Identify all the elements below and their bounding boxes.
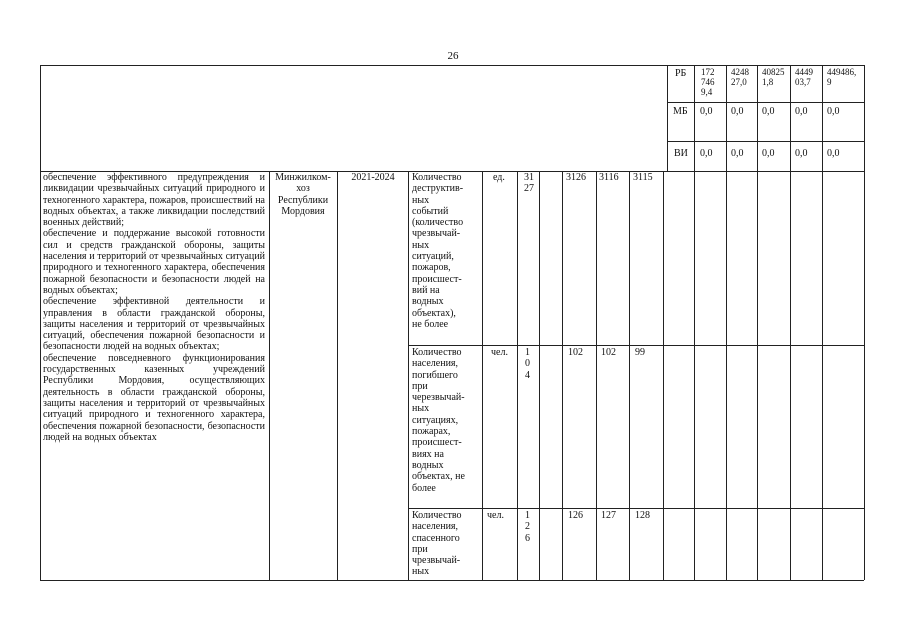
col-line-source-top bbox=[667, 65, 668, 171]
row-separator-rb bbox=[667, 102, 864, 103]
indicator-3-unit: чел. bbox=[487, 510, 504, 521]
col-line-2022-top bbox=[726, 65, 727, 171]
mb-value-2022: 0,0 bbox=[731, 106, 744, 117]
col-line-period bbox=[337, 171, 338, 580]
mb-value-2023: 0,0 bbox=[762, 106, 775, 117]
mb-value-2024: 0,0 bbox=[795, 106, 808, 117]
col-line-indicator bbox=[408, 171, 409, 580]
table-bottom-border bbox=[40, 580, 864, 581]
col-line-2023-top bbox=[757, 65, 758, 171]
page-number: 26 bbox=[447, 50, 459, 62]
indicator-3-value-3: 128 bbox=[635, 510, 650, 521]
col-line-f3 bbox=[757, 171, 758, 580]
col-line-unit bbox=[482, 171, 483, 580]
col-line-base2 bbox=[539, 171, 540, 580]
col-line-total-top bbox=[822, 65, 823, 171]
rb-value-total: 449486, 9 bbox=[827, 67, 857, 87]
col-line-f2 bbox=[726, 171, 727, 580]
table-top-border bbox=[40, 65, 864, 66]
col-line-v2 bbox=[596, 171, 597, 580]
mb-value-2021: 0,0 bbox=[700, 106, 713, 117]
indicator-2-value-1: 102 bbox=[568, 347, 583, 358]
col-line-f5 bbox=[822, 171, 823, 580]
mb-value-total: 0,0 bbox=[827, 106, 840, 117]
indicator-3-name: Количество населения, спасенного при чрезвычай- ных bbox=[412, 510, 462, 578]
col-line-base bbox=[517, 171, 518, 580]
row-separator-mb bbox=[667, 141, 864, 142]
indicator-2-value-3: 99 bbox=[635, 347, 645, 358]
col-line-f4 bbox=[790, 171, 791, 580]
rb-value-2021: 172 746 9,4 bbox=[701, 67, 715, 97]
rb-value-2022: 4248 27,0 bbox=[731, 67, 749, 87]
indicator-2-value-2: 102 bbox=[601, 347, 616, 358]
col-line-f1 bbox=[694, 171, 695, 580]
col-line-2021-top bbox=[694, 65, 695, 171]
indicator-2-unit: чел. bbox=[491, 347, 508, 358]
vi-value-2023: 0,0 bbox=[762, 148, 775, 159]
col-line-v4 bbox=[663, 171, 664, 580]
table-left-border bbox=[40, 65, 41, 580]
indicator-1-unit: ед. bbox=[493, 172, 505, 183]
source-vi: ВИ bbox=[674, 148, 688, 159]
indicator-1-base: 31 27 bbox=[524, 172, 534, 195]
rb-value-2023: 40825 1,8 bbox=[762, 67, 785, 87]
row-separator-ind1 bbox=[408, 345, 864, 346]
table-right-border bbox=[864, 65, 865, 580]
indicator-1-value-1: 3126 bbox=[566, 172, 586, 183]
vi-value-2022: 0,0 bbox=[731, 148, 744, 159]
source-rb: РБ bbox=[675, 68, 687, 79]
indicator-2-name: Количество населения, погибшего при черезвычай- ных ситуациях, пожарах, происшест- виях на водных объектах, не более bbox=[412, 347, 465, 494]
indicator-3-base: 1 2 6 bbox=[525, 510, 530, 544]
col-line-2024-top bbox=[790, 65, 791, 171]
indicator-1-name: Количество деструктив- ных событий (количество чрезвычай- ных ситуаций, пожаров, происшест- вий на водных объектах), не более bbox=[412, 172, 464, 330]
indicator-3-value-1: 126 bbox=[568, 510, 583, 521]
col-line-v3 bbox=[629, 171, 630, 580]
vi-value-2021: 0,0 bbox=[700, 148, 713, 159]
col-line-executor bbox=[269, 171, 270, 580]
vi-value-2024: 0,0 bbox=[795, 148, 808, 159]
indicator-2-base: 1 0 4 bbox=[525, 347, 530, 381]
vi-value-total: 0,0 bbox=[827, 148, 840, 159]
indicator-1-value-3: 3115 bbox=[633, 172, 653, 183]
rb-value-2024: 4449 03,7 bbox=[795, 67, 813, 87]
tasks-text: обеспечение эффективного предупреждения и ликвидации чрезвычайных ситуаций природного и техногенного характера, пожаров, происшествий на водных объектах, а также ликвидации последствий военных действий; обеспечение и поддержание высокой готовности сил и средств гражданской обороны, защиты населения и территорий от чрезвычайных ситуаций природного и техногенного характера, обеспечения пожарной безопасности и безопасности людей на водных объектах; обеспечение эффективной деятельности и управления в области гражданской обороны, защиты населения и территорий от чрезвычайных ситуаций, обеспечения пожарной безопасности и безопасности людей на водных объектах; обеспечение повседневного функционирования государственных казенных учреждений Республики Мордовия, осуществляющих деятельность в области гражданской обороны, защиты населения и территорий от чрезвычайных ситуаций природного и техногенного характера, обеспечения пожарной безопасности, безопасности людей на водных объектах bbox=[43, 172, 265, 443]
indicator-1-value-2: 3116 bbox=[599, 172, 619, 183]
executor-text: Минжилком- хоз Республики Мордовия bbox=[275, 172, 331, 217]
period-text: 2021-2024 bbox=[351, 172, 395, 183]
col-line-v1 bbox=[562, 171, 563, 580]
source-mb: МБ bbox=[673, 106, 688, 117]
row-separator-ind2 bbox=[408, 508, 864, 509]
indicator-3-value-2: 127 bbox=[601, 510, 616, 521]
